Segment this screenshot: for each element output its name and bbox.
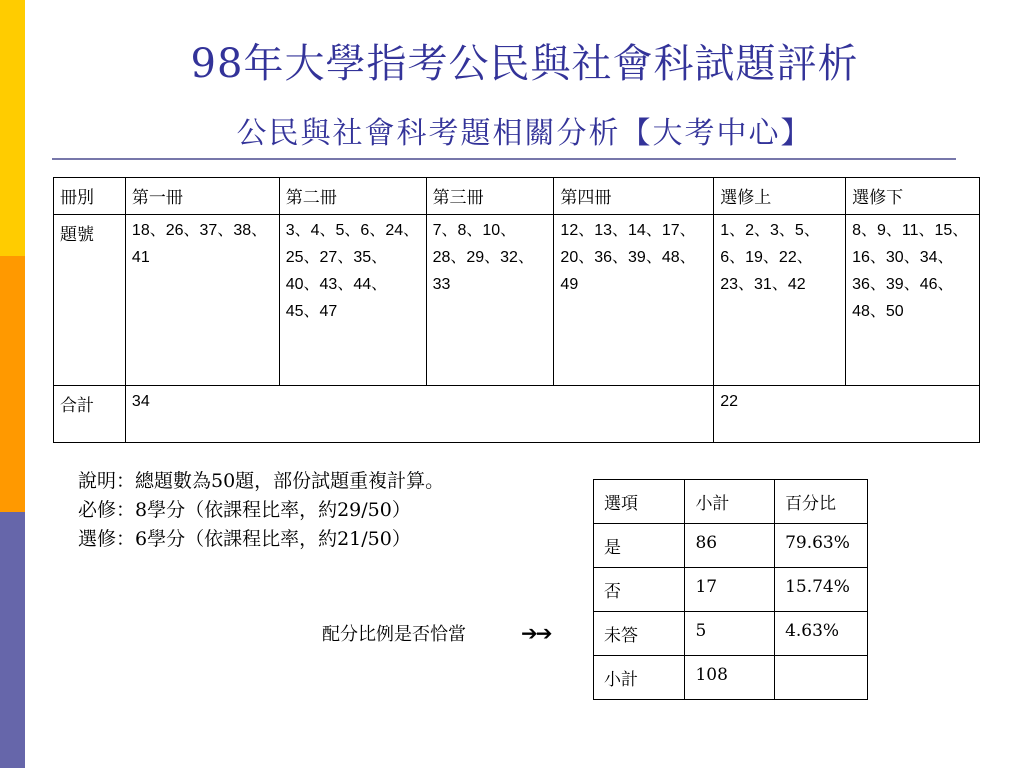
header-cell: 冊別: [54, 178, 126, 215]
notes-block: [78, 467, 444, 554]
decor-bar-orange: [0, 256, 25, 512]
count-cell: 108: [685, 656, 775, 700]
row-label: 合計: [54, 386, 126, 443]
count-cell: 86: [685, 524, 775, 568]
header-cell: 選修下: [846, 178, 980, 215]
question-list: 1、2、3、5、6、19、22、23、31、42: [714, 215, 846, 386]
percent-cell: [775, 656, 868, 700]
option-cell: 否: [594, 568, 685, 612]
slide-title: 98年大學指考公民與社會科試題評析: [190, 41, 859, 87]
title-divider: [52, 158, 956, 160]
table-row: [594, 656, 868, 700]
question-list: 12、13、14、17、20、36、39、48、49: [554, 215, 714, 386]
header-cell: 選項: [594, 480, 685, 524]
percent-cell: 4.63%: [775, 612, 868, 656]
count-cell: 17: [685, 568, 775, 612]
count-cell: 5: [685, 612, 775, 656]
note-line: 選修：6學分（依課程比率，約21/50）: [78, 528, 411, 550]
percent-cell: 79.63%: [775, 524, 868, 568]
survey-result-table: [593, 479, 868, 700]
option-cell: 是: [594, 524, 685, 568]
header-cell: 百分比: [775, 480, 868, 524]
question-list: 7、8、10、28、29、32、33: [426, 215, 554, 386]
question-list: 8、9、11、15、16、30、34、36、39、46、48、50: [846, 215, 980, 386]
note-line: 必修：8學分（依課程比率，約29/50）: [78, 499, 411, 521]
ratio-question-label: 配分比例是否恰當: [322, 624, 466, 645]
row-label: 題號: [54, 215, 126, 386]
table-header-row: [54, 178, 980, 215]
note-line: 說明：總題數為50題，部份試題重複計算。: [78, 470, 445, 492]
header-cell: 小計: [685, 480, 775, 524]
header-cell: 第一冊: [125, 178, 279, 215]
option-cell: 小計: [594, 656, 685, 700]
table-header-row: [594, 480, 868, 524]
header-cell: 第二冊: [279, 178, 426, 215]
question-distribution-table: [53, 177, 980, 443]
question-list: 18、26、37、38、41: [125, 215, 279, 386]
table-row-total: [54, 386, 980, 443]
slide-subtitle: 公民與社會科考題相關分析【大考中心】: [236, 116, 813, 151]
total-required: 34: [125, 386, 713, 443]
question-list: 3、4、5、6、24、25、27、35、40、43、44、45、47: [279, 215, 426, 386]
decor-bar-yellow: [0, 0, 25, 256]
decor-bar-purple: [0, 512, 25, 768]
option-cell: 未答: [594, 612, 685, 656]
percent-cell: 15.74%: [775, 568, 868, 612]
double-arrow-icon: ➔➔: [521, 621, 551, 645]
table-row: [594, 524, 868, 568]
total-elective: 22: [714, 386, 980, 443]
header-cell: 第三冊: [426, 178, 554, 215]
table-row: [594, 568, 868, 612]
table-row-questions: [54, 215, 980, 386]
header-cell: 選修上: [714, 178, 846, 215]
table-row: [594, 612, 868, 656]
header-cell: 第四冊: [554, 178, 714, 215]
